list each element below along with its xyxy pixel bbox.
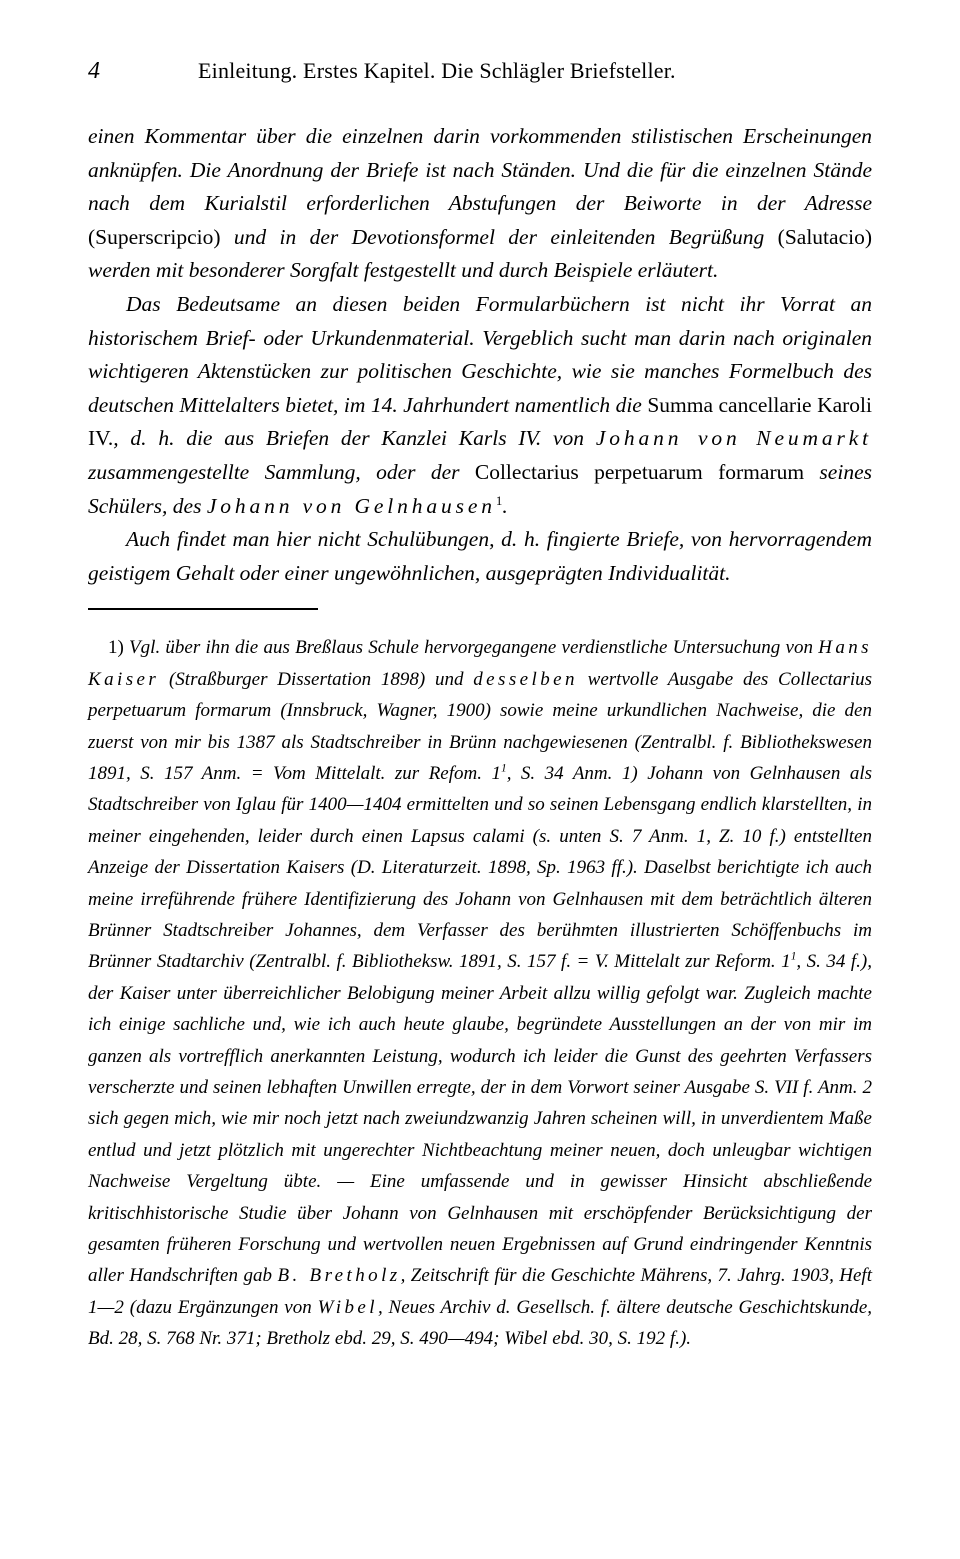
superscript: 1 [790, 951, 797, 964]
spaced-name: Hans Kaiser [88, 637, 872, 690]
text-span: , S. 34 Anm. 1) Johann von Gelnhausen als Stadtschreiber von Iglau für 1400—1404 ermittelten und so seinen Lebensgang endlich klarstellten, in meiner eingehenden, leider durch einen Lapsus calami (s. unten S. 7 Anm. 1, Z. 10 f.) entstellten Anzeige der Dissertation Kaisers (D. Literaturzeit. 1898, Sp. 1963 ff.). Daselbst berichtigte ich auch meine irreführende frühere Identifizierung des Johann von Gelnhausen mit dem beträchtlich älteren Brünner Stadtschreiber Johannes, dem Verfasser des berühmten illustrierten Schöffenbuchs im Brünner Stadtarchiv (Zentralbl. f. Bibliotheksw. 1891, S. 157 f. = V. Mittelalt zur Reform. 1 [88, 762, 872, 973]
paragraph-3: Auch findet man hier nicht Schulübungen, d. h. fingierte Briefe, von hervorragendem geistigem Gehalt oder einer ungewöhnlichen, ausgeprägten Individualität. [88, 527, 872, 585]
latin-term: (Salutacio) [777, 224, 872, 249]
superscript: 1 [500, 762, 507, 775]
spaced-name: Wibel [317, 1296, 378, 1318]
text-span: werden mit besonderer Sorgfalt festgestellt und durch Beispiele erläutert. [88, 258, 719, 283]
text-span: seines Schülers, des [88, 459, 872, 518]
running-head [88, 58, 872, 102]
footnote-marker: 1) [108, 637, 124, 659]
text-span: , Neues Archiv d. Gesellsch. f. ältere deutsche Geschichtskunde, Bd. 28, S. 768 Nr. 371; Bretholz ebd. 29, S. 490—494; Wibel ebd. 30, S. 192 f.). [88, 1296, 872, 1350]
spaced-name: Johann von Neumarkt [595, 426, 872, 451]
text-span: , Zeitschrift für die Geschichte Mährens, 7. Jahrg. 1903, Heft 1—2 (dazu Ergänzungen von [88, 1265, 872, 1318]
text-span: Vgl. über ihn die aus Breßlaus Schule hervorgegangene verdienstliche Untersuchung von [123, 637, 819, 659]
text-span: einen Kommentar über die einzelnen darin vorkommenden stilistischen Erscheinungen anknüpfen. Die Anordnung der Briefe ist nach Ständen. Und die für die einzelnen Stände nach dem Kurialstil erforderlichen Abstufungen der Beiworte in der Adresse [88, 124, 872, 216]
book-page [88, 58, 872, 1355]
paragraph-1 [88, 120, 872, 288]
text-span: , d. h. die aus Briefen der Kanzlei Karls IV. von [113, 426, 596, 451]
spaced-name: Johann von Gelnhausen [206, 493, 496, 518]
footnote-divider [88, 608, 318, 610]
latin-title: Summa cancellarie Karoli IV. [88, 392, 872, 451]
page-number: 4 [88, 58, 100, 84]
footnote-1 [88, 632, 872, 1354]
latin-title: Collectarius perpetuarum formarum [474, 459, 805, 484]
paragraph-2 [88, 288, 872, 523]
spaced-name: desselben [473, 668, 578, 690]
footnote-ref: 1 [495, 493, 503, 508]
text-span: (Straßburger Dissertation 1898) und [159, 668, 474, 690]
text-span: zusammengestellte Sammlung, oder der [88, 459, 475, 484]
spaced-name: B. Bretholz [277, 1265, 401, 1287]
text-span: und in der Devotionsformel der einleitenden Begrüßung [220, 224, 778, 249]
text-span: Das Bedeutsame an diesen beiden Formularbüchern ist nicht ihr Vorrat an historischem Brief- oder Urkundenmaterial. Vergeblich sucht man darin nach originalen wichtigeren Aktenstücken zur politischen Geschichte, wie sie manches Formelbuch des deutschen Mittelalters bietet, im 14. Jahrhundert namentlich die [88, 291, 872, 417]
main-text [88, 120, 872, 590]
text-span: . [502, 493, 508, 518]
running-title: Einleitung. Erstes Kapitel. Die Schlägler Briefsteller. [198, 58, 676, 83]
text-span: wertvolle Ausgabe des Collectarius perpetuarum formarum (Innsbruck, Wagner, 1900) sowie meine urkundlichen Nachweise, die den zuerst von mir bis 1387 als Stadtschreiber in Brünn nachgewiesenen (Zentralbl. f. Bibliothekswesen 1891, S. 157 Anm. = Vom Mittelalt. zur Refom. 1 [88, 668, 872, 784]
latin-term: (Superscripcio) [88, 224, 221, 249]
text-span: , S. 34 f.), der Kaiser unter überreichlicher Belobigung meiner Arbeit allzu willig gefolgt war. Zugleich machte ich einige sachliche und, wie ich auch heute glaube, begründete Ausstellungen an der von mir im ganzen als vortrefflich anerkannten Leistung, wodurch ich leider die Gunst des geehrten Verfassers verscherzte und seinen lebhaften Unwillen erregte, der in dem Vorwort seiner Ausgabe S. VII f. Anm. 2 sich gegen mich, wie mir noch jetzt nach zweiundzwanzig Jahren scheinen will, in unverdientem Maße entlud und jetzt plötzlich mit ungerechter Nichtbeachtung meiner neuen, doch unleugbar wichtigen Nachweise Vergeltung übte. — Eine umfassende und in gewisser Hinsicht abschließende kritischhistorische Studie über Johann von Gelnhausen mit erschöpfender Berücksichtigung der gesamten früheren Forschung und wertvollen neuen Ergebnissen auf Grund eindringender Kenntnis aller Handschriften gab [88, 951, 872, 1287]
